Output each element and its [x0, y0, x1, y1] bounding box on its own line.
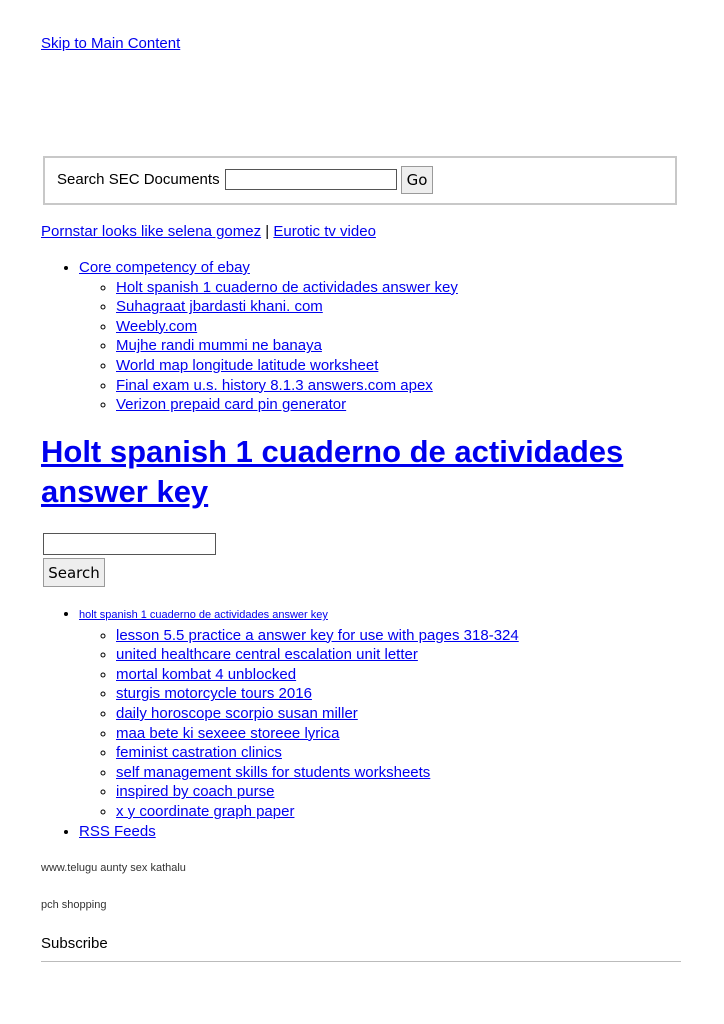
related-top-link[interactable]: holt spanish 1 cuaderno de actividades answer key — [79, 609, 328, 621]
footer-text-1: www.telugu aunty sex kathalu — [41, 862, 186, 874]
rss-feeds-link[interactable]: RSS Feeds — [79, 822, 156, 840]
list-item — [116, 704, 519, 724]
sec-search-label: Search SEC Documents — [57, 171, 220, 188]
footer-text-2: pch shopping — [41, 899, 107, 911]
list-item — [116, 684, 519, 704]
list-item — [116, 317, 458, 337]
list-item — [116, 297, 458, 317]
divider — [41, 961, 681, 962]
list-item — [116, 376, 458, 396]
related-sub-link[interactable]: sturgis motorcycle tours 2016 — [116, 685, 312, 703]
nav-sub-link[interactable]: Final exam u.s. history 8.1.3 answers.com apex — [116, 376, 433, 394]
rss-item — [79, 822, 519, 842]
top-link-1[interactable]: Pornstar looks like selena gomez — [41, 223, 262, 240]
list-item — [116, 336, 458, 356]
list-item — [116, 645, 519, 665]
nav-menu-item — [79, 258, 458, 415]
nav-submenu — [79, 278, 458, 415]
list-item — [116, 278, 458, 298]
nav-sub-link[interactable]: Mujhe randi mummi ne banaya — [116, 337, 322, 355]
go-button[interactable]: Go — [401, 166, 433, 194]
list-item — [116, 395, 458, 415]
search-input[interactable] — [43, 533, 216, 555]
related-sub-link[interactable]: inspired by coach purse — [116, 783, 275, 801]
list-item — [116, 763, 519, 783]
related-sub-link[interactable]: x y coordinate graph paper — [116, 802, 295, 820]
nav-sub-link[interactable]: World map longitude latitude worksheet — [116, 356, 379, 374]
related-sub-link[interactable]: united healthcare central escalation unit letter — [116, 646, 418, 664]
list-item — [116, 782, 519, 802]
nav-menu — [79, 258, 458, 415]
list-item — [116, 356, 458, 376]
page-title-link[interactable]: Holt spanish 1 cuaderno de actividades answer key — [41, 434, 624, 509]
sec-search-input[interactable] — [225, 169, 397, 190]
related-item — [79, 604, 519, 822]
nav-sub-link[interactable]: Holt spanish 1 cuaderno de actividades answer key — [116, 278, 458, 296]
related-sub-link[interactable]: daily horoscope scorpio susan miller — [116, 704, 358, 722]
related-links — [79, 604, 519, 841]
search-button[interactable]: Search — [43, 558, 105, 587]
related-sub-link[interactable]: self management skills for students worksheets — [116, 763, 431, 781]
nav-top-link[interactable]: Core competency of ebay — [79, 259, 250, 276]
top-links — [41, 223, 376, 240]
nav-sub-link[interactable]: Verizon prepaid card pin generator — [116, 396, 347, 414]
nav-sub-link[interactable]: Weebly.com — [116, 317, 198, 335]
related-sub-link[interactable]: mortal kombat 4 unblocked — [116, 665, 297, 683]
top-link-2[interactable]: Eurotic tv video — [273, 223, 376, 240]
list-item — [116, 626, 519, 646]
list-item — [116, 743, 519, 763]
list-item — [116, 665, 519, 685]
page-title — [41, 432, 681, 512]
list-item — [116, 802, 519, 822]
subscribe-heading: Subscribe — [41, 935, 108, 952]
related-submenu — [79, 626, 519, 822]
related-sub-link[interactable]: lesson 5.5 practice a answer key for use with pages 318-324 — [116, 626, 519, 644]
related-sub-link[interactable]: maa bete ki sexeee storeee lyrica — [116, 724, 340, 742]
link-separator: | — [265, 223, 270, 240]
related-sub-link[interactable]: feminist castration clinics — [116, 744, 282, 762]
sec-search-form — [43, 156, 677, 205]
skip-to-main-link[interactable]: Skip to Main Content — [41, 35, 181, 52]
nav-sub-link[interactable]: Suhagraat jbardasti khani. com — [116, 298, 323, 316]
list-item — [116, 724, 519, 744]
